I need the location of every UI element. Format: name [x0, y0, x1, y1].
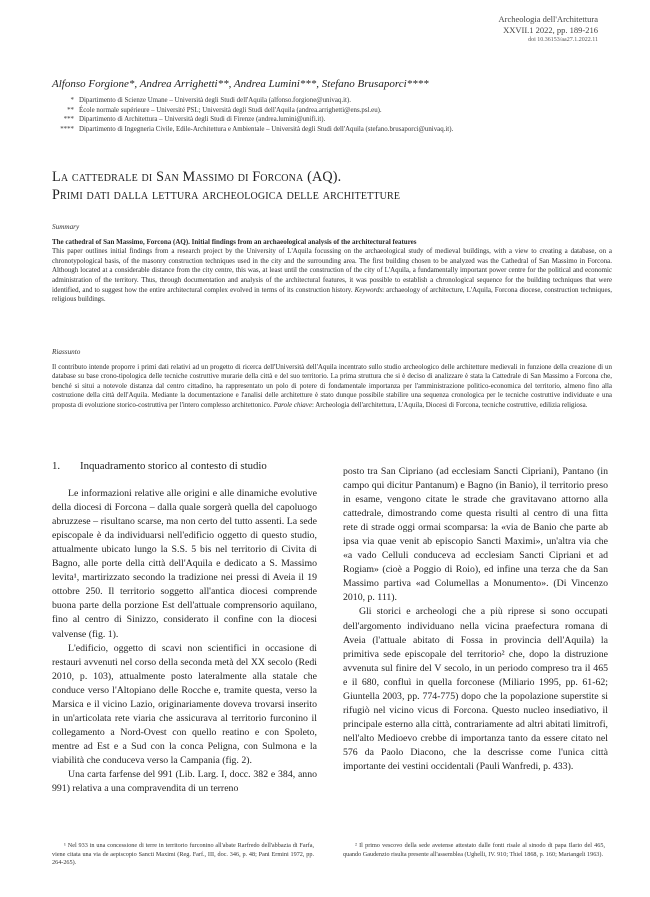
affiliation-mark: *** [63, 116, 74, 124]
paragraph: Una carta farfense del 991 (Lib. Larg. I, docc. 382 e 384, anno 991) relativa a una compravendita di un terreno [52, 768, 317, 795]
keywords-label: Keywords [354, 285, 383, 294]
journal-name: Archeologia dell'Architettura [498, 14, 598, 24]
footnote-text: ¹ Nel 933 in una concessione di terre in territorio furconino all'abate Rarfredo dell'abbazia di Farfa, viene citata una via de aepiscopio Sancti Maximi (Reg. Farf., III, doc. 346, p. 48; Pani Ermini 1972, pp. 264-265). [52, 842, 314, 867]
riassunto-label: Riassunto [52, 348, 81, 356]
riassunto-text [52, 363, 612, 411]
section-number: 1. [52, 460, 61, 472]
parole-chiave-text: : Archeologia dell'architettura, L'Aquila, Diocesi di Forcona, tecniche costruttive, edilizia religiosa. [311, 400, 588, 409]
parole-chiave-label: Parole chiave [273, 400, 312, 409]
english-summary [52, 223, 612, 305]
title-line-2: Primi dati dalla lettura archeologica delle architetture [52, 187, 401, 203]
paragraph: Le informazioni relative alle origini e alle dinamiche evolutive della diocesi di Forcona – dalla quale sorgerà quella del capoluogo abruzzese – risultano scarse, ma non certo del tutto assenti. La sede episcopale è da individuarsi nell'edificio oggetto di questo studio, attualmente ubicato lungo la S.S. 5 bis nel territorio di Civita di Bagno, alle porte della città dell'Aquila e dedicato a S. Massimo levita¹, martirizzato secondo la tradizione nei pressi di Aveia il 19 ottobre 250. Il territorio soggetto all'antica diocesi comprende buona parte della porzione Est dell'attuale comprensorio aquilano, fino al centro di Sinizzo, considerato il confine con la diocesi valvense (fig. 1). [52, 488, 317, 640]
paragraph: posto tra San Cipriano (ad ecclesiam Sancti Cipriani), Pantano (in campo qui dicitur Pantanum) e Bagno (in Banio), il territorio preso in esame, vengono citate le strade che gravitavano attorno alla cattedrale, dimostrando come questa risulti al centro di una fitta rete di strade oggi ormai scomparsa: la «via de Banio che parte ab ipsa via quae venit ab episcopio Sancti Maximi», un'altra via che «a vado Celluli conduceva ad ecclesiam Sancti Cipriani et ad Rogiam» (cioè a Poggio di Roio), ed infine una terza che da San Massimo partiva «ad Columellas a Monumento». (Di Vincenzo 2010, p. 111). [343, 466, 608, 604]
affiliation-text: Dipartimento di Ingegneria Civile, Edile-Architettura e Ambientale – Università degli Studi dell'Aquila (stefano.brusaporci@univaq.it). [79, 126, 454, 134]
keywords-text: : archaeology of architecture, L'Aquila, Forcona diocese, construction techniques, religious buildings. [52, 285, 613, 304]
affiliation-mark: **** [60, 126, 74, 134]
footnote-text: ² Il primo vescovo della sede aveiense attestato dalle fonti risale al sinodo di papa Ilario del 465, quando Gaudenzio risulta presente all'assemblea (Ughelli, IV. 910; Thiel 1868, p. 160; Mariangeli 1963). [343, 842, 605, 858]
footnote-1 [52, 842, 314, 868]
title-line-1: La cattedrale di San Massimo di Forcona (AQ). [52, 169, 342, 185]
article-title [52, 168, 612, 204]
affiliations [52, 96, 612, 135]
affiliation [52, 106, 612, 116]
affiliation-text: École normale supérieure – Université PSL; Università degli Studi dell'Aquila (andrea.arrighetti@ens.psl.eu). [79, 106, 382, 114]
riassunto-body: Il contributo intende proporre i primi dati relativi ad un progetto di ricerca dell'Università dell'Aquila incentrato sullo studio archeologico delle architetture medievali in funzione della creazione di un database su base crono-tipologica delle tecniche costruttive murarie della città e del suo territorio. La prima struttura che si è deciso di analizzare è stata la Cattedrale di San Massimo a Forcona che, benché si situi a notevole distanza dal centro cittadino, ha rappresentato un polo di potere di fondamentale importanza per l'amministrazione politico-economica del territorio, almeno fino alla costruzione della città dell'Aquila. Mediante la documentazione e l'analisi delle architetture è stato dunque possibile stabilire una sequenza cronologica per le tecniche costruttive individuate e una proposta di evoluzione storico-costruttiva per l'intero complesso architettonico. [52, 362, 612, 409]
italian-summary [52, 348, 612, 411]
left-column [52, 459, 317, 796]
journal-doi: doi 10.36153/aa27.1.2022.11 [528, 37, 598, 43]
paragraph: Gli storici e archeologi che a più riprese si sono occupati dell'argomento individuano nella vicina praefectura romana di Aveia (l'attuale abitato di Fossa in provincia dell'Aquila) la primitiva sede episcopale del territorio² che, dopo la distruzione avvenuta sul finire del V secolo, in un periodo compreso tra il 465 e il 680, confluì in quella forconese (Miliario 1995, pp. 61-62; Giuntella 2003, pp. 774-775) dopo che la popolazione superstite si rifugiò nel vicino vicus di Forcona. Questo nucleo insediativo, il principale esterno alla città, contrariamente ad altri abitati limitrofi, nell'alto Medioevo crebbe di importanza tanto da essere citato nel 576 da Paolo Diacono, che la descrisse come l'unica città importante dei vestini occidentali (Pauli Wanfredi, p. 433). [343, 606, 608, 772]
affiliation-text: Dipartimento di Scienze Umane – Università degli Studi dell'Aquila (alfonso.forgione@univaq.it). [79, 97, 351, 104]
affiliation [52, 96, 612, 106]
summary-heading: The cathedral of San Massimo, Forcona (AQ). Initial findings from an archaeological analysis of the architectural features [52, 237, 417, 246]
footnote-2 [343, 842, 605, 859]
affiliation-text: Dipartimento di Architettura – Università degli Studi di Firenze (andrea.lumini@unifi.it). [79, 116, 326, 124]
affiliation [52, 125, 612, 135]
paragraph: L'edificio, oggetto di scavi non scientifici in occasione di restauri avvenuti nel corso della seconda metà del XX secolo (Redi 2010, p. 103), attualmente posto lateralmente alla statale che conduce verso l'Altopiano delle Rocche e, tramite questa, verso la Marsica e il vicino Lazio, originariamente doveva trovarsi inserito in un'articolata rete viaria che assicurava al territorio furconino il collegamento a Nord-Ovest con quello reatino e con Spoleto, mentre ad Est e a Sud con la conca Peligna, con Sulmona e la viabilità che conduceva verso la Campania (fig. 2). [52, 642, 317, 766]
affiliation [52, 115, 612, 125]
section-title: Inquadramento storico al contesto di studio [80, 460, 267, 472]
summary-text [52, 247, 612, 305]
section-heading [52, 459, 317, 473]
summary-label: Summary [52, 223, 80, 231]
affiliation-mark: * [70, 97, 74, 104]
journal-volume: XXVII.1 2022, pp. 189-216 [503, 25, 598, 35]
affiliation-mark: ** [67, 106, 74, 114]
author-list: Alfonso Forgione*, Andrea Arrighetti**, Andrea Lumini***, Stefano Brusaporci**** [52, 78, 429, 90]
journal-header [378, 14, 598, 44]
summary-body: This paper outlines initial findings from a research project by the University of L'Aquila focussing on the archaeological study of medieval buildings, with a view to creating a database, on a chronotypological basis, of the masonry construction techniques used in the city and the surrounding area. The first building chosen to be analyzed was the Cathedral of San Massimo in Forcona. Although located at a considerable distance from the city centre, this was, at least until the construction of the city of L'Aquila, a fundamentally important power centre for the political and economic administration of the territory. Thus, through documentation and analysis of the architectural features, it was possible to establish a chronological sequence for the building techniques that were identified, and to suggest how the entire architectural complex evolved in terms of its construction history. [52, 247, 612, 294]
right-column [343, 465, 608, 774]
